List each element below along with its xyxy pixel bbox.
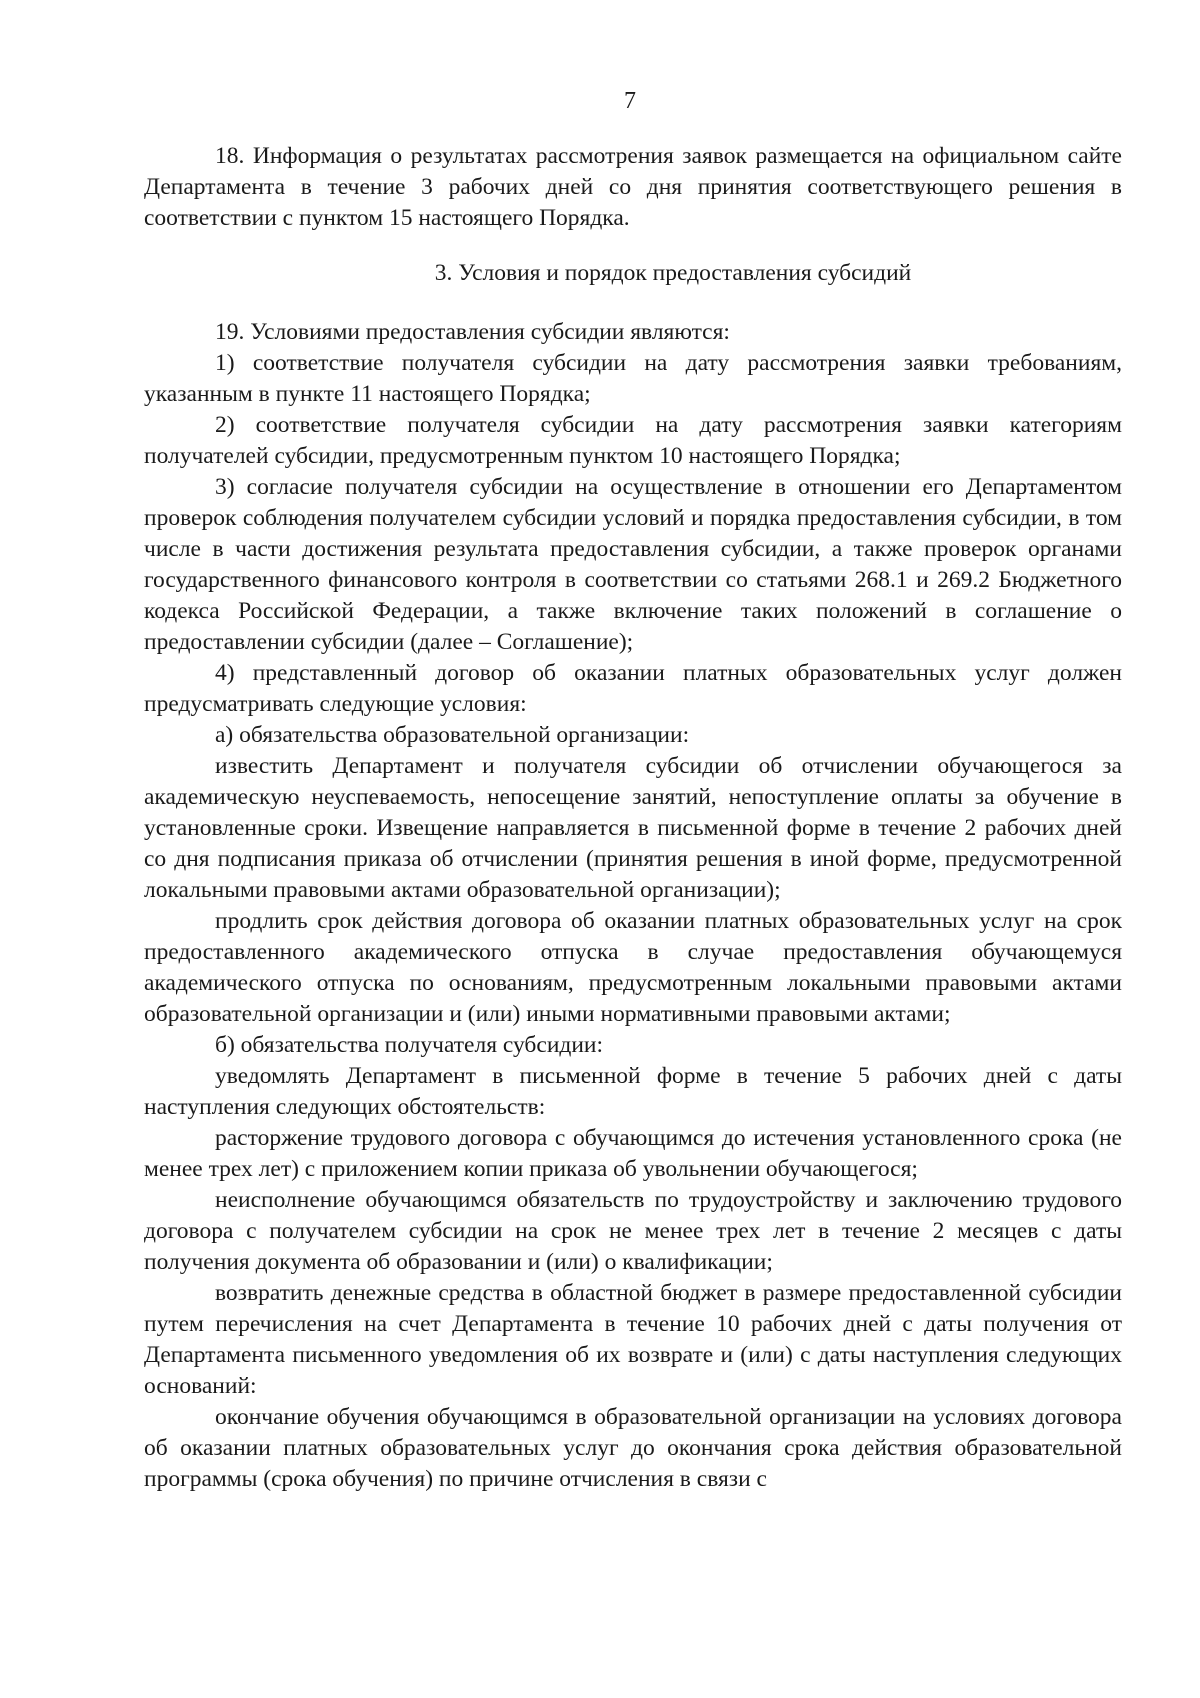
paragraph-contract-termination: расторжение трудового договора с обучающимся до истечения установленного срока (не менее трех лет) с приложением копии приказа об увольнении обучающегося; — [144, 1125, 1122, 1182]
paragraph-18: 18. Информация о результатах рассмотрения заявок размещается на официальном сайте Департамента в течение 3 рабочих дней со дня принятия соответствующего решения в соответствии с пунктом 15 настоящего Порядка. — [144, 143, 1122, 231]
section-heading: 3. Условия и порядок предоставления субсидий — [434, 260, 912, 286]
paragraph-19-item-3: 3) согласие получателя субсидии на осуществление в отношении его Департаментом проверок соблюдения получателем субсидии условий и порядка предоставления субсидии, в том числе в части достижения результата предоставления субсидии, а также проверок органами государственного финансового контроля в соответствии со статьями 268.1 и 269.2 Бюджетного кодекса Российской Федерации, а также включение таких положений в соглашение о предоставлении субсидии (далее – Соглашение); — [144, 474, 1122, 655]
paragraph-subitem-a: а) обязательства образовательной организации: — [215, 722, 690, 748]
paragraph-notify-in-writing: уведомлять Департамент в письменной форме в течение 5 рабочих дней с даты наступления следующих обстоятельств: — [144, 1063, 1122, 1120]
page-number: 7 — [624, 88, 636, 114]
paragraph-end-of-training: окончание обучения обучающимся в образовательной организации на условиях договора об оказании платных образовательных услуг до окончания срока действия образовательной программы (срока обучения) по причине отчисления в связи с — [144, 1404, 1122, 1492]
paragraph-notify-department: известить Департамент и получателя субсидии об отчислении обучающегося за академическую неуспеваемость, непосещение занятий, непоступление оплаты за обучение в установленные сроки. Извещение направляется в письменной форме в течение 2 рабочих дней со дня подписания приказа об отчислении (принятия решения в иной форме, предусмотренной локальными правовыми актами образовательной организации); — [144, 753, 1122, 903]
paragraph-19-item-1: 1) соответствие получателя субсидии на дату рассмотрения заявки требованиям, указанным в пункте 11 настоящего Порядка; — [144, 350, 1122, 407]
paragraph-19: 19. Условиями предоставления субсидии являются: — [215, 319, 730, 345]
paragraph-19-item-4: 4) представленный договор об оказании платных образовательных услуг должен предусматривать следующие условия: — [144, 660, 1122, 717]
paragraph-extend-contract: продлить срок действия договора об оказании платных образовательных услуг на срок предоставленного академического отпуска в случае предоставления обучающемуся академического отпуска по основаниям, предусмотренным локальными правовыми актами образовательной организации и (или) иными нормативными правовыми актами; — [144, 908, 1122, 1027]
paragraph-subitem-b: б) обязательства получателя субсидии: — [215, 1032, 604, 1058]
document-body — [144, 141, 1122, 1495]
paragraph-19-item-2: 2) соответствие получателя субсидии на дату рассмотрения заявки категориям получателей субсидии, предусмотренным пунктом 10 настоящего Порядка; — [144, 412, 1122, 469]
paragraph-return-funds: возвратить денежные средства в областной бюджет в размере предоставленной субсидии путем перечисления на счет Департамента в течение 10 рабочих дней с даты получения от Департамента письменного уведомления об их возврате и (или) с даты наступления следующих оснований: — [144, 1280, 1122, 1399]
paragraph-employment-obligations: неисполнение обучающимся обязательств по трудоустройству и заключению трудового договора с получателем субсидии на срок не менее трех лет в течение 2 месяцев с даты получения документа об образовании и (или) о квалификации; — [144, 1187, 1122, 1275]
